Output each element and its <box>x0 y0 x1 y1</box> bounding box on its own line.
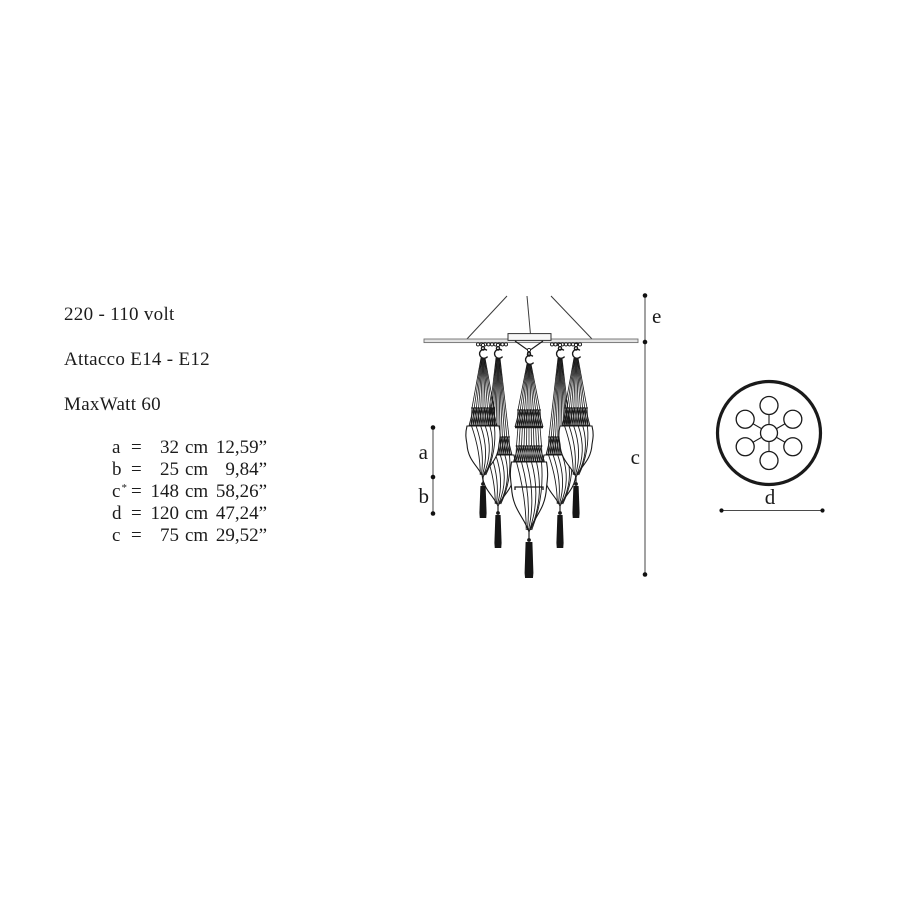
chain-links <box>476 343 581 346</box>
tassel <box>525 542 534 578</box>
silk-shade <box>510 348 547 578</box>
dimension-label-a: a <box>418 440 428 464</box>
asterisk-mark: * <box>121 482 127 494</box>
silk-shades <box>466 343 593 578</box>
dim-unit: cm <box>185 459 209 480</box>
dim-letter: b <box>112 459 122 480</box>
tassel <box>494 515 501 548</box>
dim-value-cm: 120 <box>150 503 179 524</box>
bulb-position <box>736 410 754 428</box>
dimension-label-d: d <box>764 485 776 509</box>
voltage-spec: 220 - 110 volt <box>64 304 175 325</box>
dim-value-inches: 12,59” <box>215 437 267 458</box>
canopy <box>508 334 551 341</box>
dim-unit: cm <box>185 525 209 546</box>
dim-unit: cm <box>185 481 209 502</box>
wattage-spec: MaxWatt 60 <box>64 394 161 415</box>
dim-letter: c <box>112 525 121 546</box>
center-bulb <box>761 425 778 442</box>
dimension-label-e: e <box>652 304 662 328</box>
equals-sign: = <box>131 525 142 546</box>
dim-letter: d <box>112 503 122 524</box>
bulb-position <box>760 452 778 470</box>
tassel <box>479 486 486 518</box>
dimension-label-b: b <box>418 484 429 508</box>
bulb-position <box>784 438 802 456</box>
equals-sign: = <box>131 437 142 458</box>
dimension-label-c: c <box>630 445 640 469</box>
dim-value-cm: 75 <box>160 525 179 546</box>
equals-sign: = <box>131 481 142 502</box>
dimension-line-d <box>719 485 824 513</box>
dim-unit: cm <box>185 503 209 524</box>
bulb-position <box>760 397 778 415</box>
bulb-position <box>784 410 802 428</box>
dim-value-cm: 25 <box>160 459 179 480</box>
tassel <box>572 486 579 518</box>
dim-unit: cm <box>185 437 209 458</box>
dim-value-inches: 58,26” <box>215 481 267 502</box>
dim-value-inches: 29,52” <box>215 525 267 546</box>
dimension-line-ab <box>419 425 436 516</box>
socket-spec: Attacco E14 - E12 <box>64 349 210 370</box>
dim-value-cm: 32 <box>160 437 179 458</box>
dim-value-cm: 148 <box>150 481 179 502</box>
equals-sign: = <box>131 503 142 524</box>
dim-value-inches: 9,84” <box>225 459 267 480</box>
bulb-position <box>736 438 754 456</box>
dim-value-inches: 47,24” <box>215 503 267 524</box>
equals-sign: = <box>131 459 142 480</box>
dimension-line-ec <box>631 293 662 577</box>
dim-letter: c* <box>112 481 131 503</box>
chandelier-top-view <box>718 382 821 485</box>
dim-letter: a <box>112 437 121 458</box>
tassel <box>556 515 563 548</box>
